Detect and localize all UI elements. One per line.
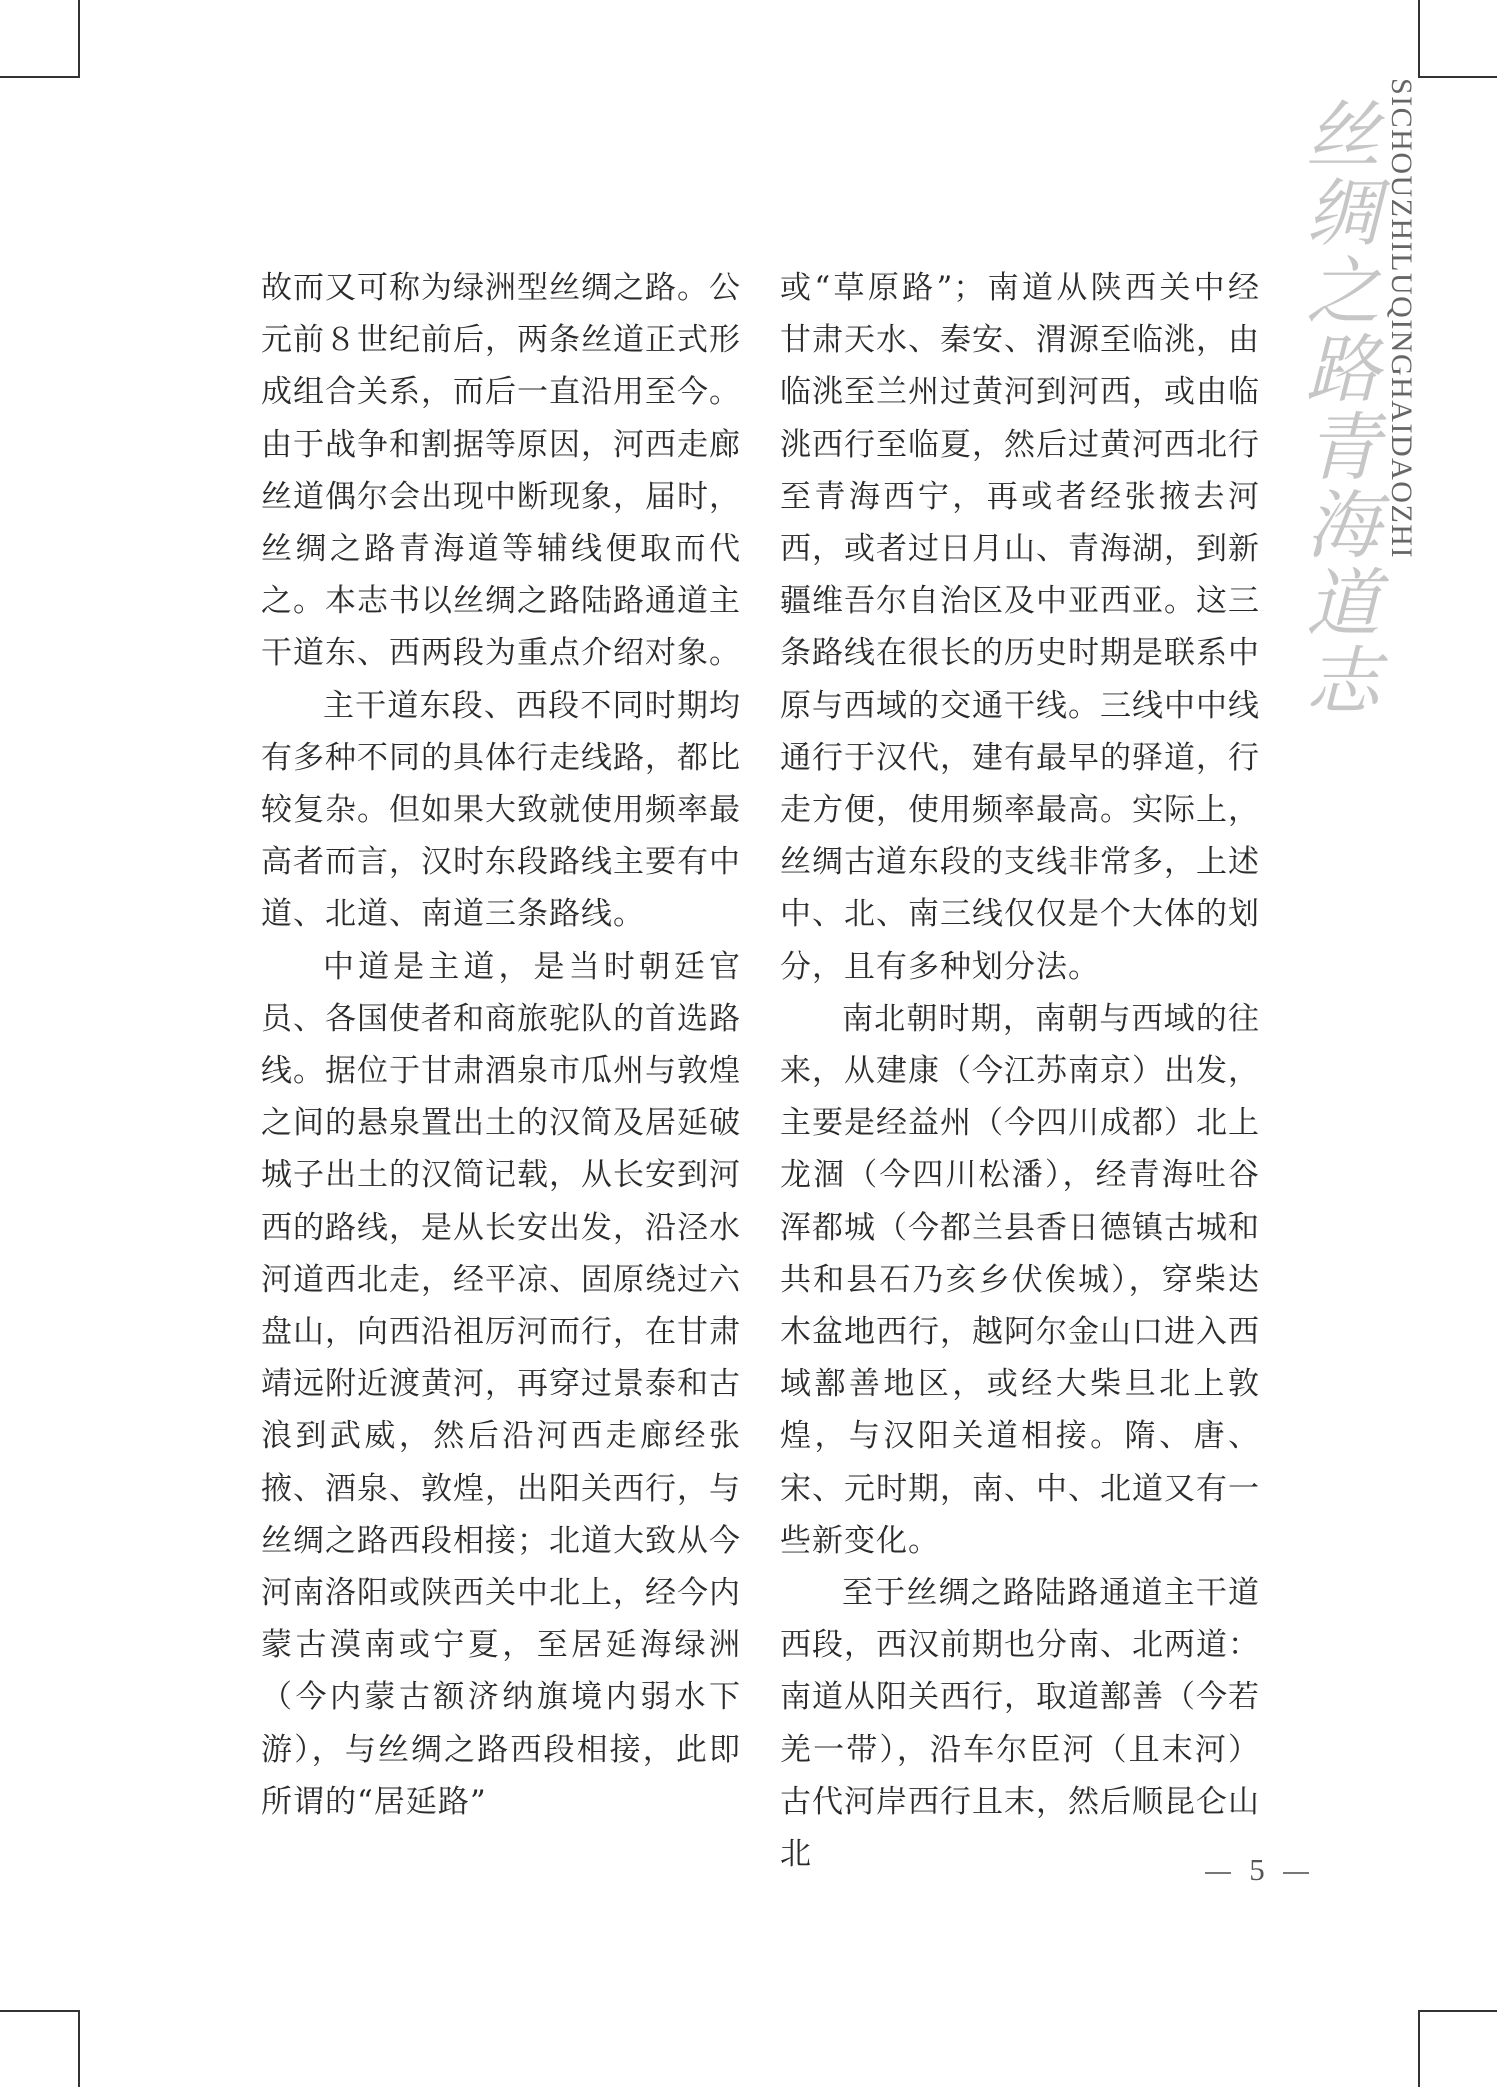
crop-mark-top-left-h (0, 76, 80, 78)
paragraph: 中道是主道，是当时朝廷官员、各国使者和商旅驼队的首选路线。据位于甘肃酒泉市瓜州与敦煌之间的悬泉置出土的汉简及居延破城子出土的汉简记载，从长安到河西的路线，是从长安出发，沿泾水河道西北走，经平凉、固原绕过六盘山，向西沿祖厉河而行，在甘肃靖远附近渡黄河，再穿过景泰和古浪到武威，然后沿河西走廊经张掖、酒泉、敦煌，出阳关西行，与丝绸之路西段相接；北道大致从今河南洛阳或陕西关中北上，经今内蒙古漠南或宁夏，至居延海绿洲（今内蒙古额济纳旗境内弱水下游），与丝绸之路西段相接，此即所谓的“居延路” (261, 948, 741, 1820)
paragraph: 或“草原路”；南道从陕西关中经甘肃天水、秦安、渭源至临洮，由临洮至兰州过黄河到河西，或由临洮西行至临夏，然后过黄河西北行至青海西宁，再或者经张掖去河西，或者过日月山、青海湖，到新疆维吾尔自治区及中亚西亚。这三条路线在很长的历史时期是联系中原与西域的交通干线。三线中中线通行于汉代，建有最早的驿道，行走方便，使用频率最高。实际上，丝绸古道东段的支线非常多，上述中、北、南三线仅仅是个大体的划分，且有多种划分法。 (780, 270, 1260, 985)
left-text-column (261, 262, 741, 1828)
crop-mark-top-left-v (78, 0, 80, 76)
paragraph: 故而又可称为绿洲型丝绸之路。公元前８世纪前后，两条丝道正式形成组合关系，而后一直沿用至今。由于战争和割据等原因，河西走廊丝道偶尔会出现中断现象，届时，丝绸之路青海道等辅线便取而代之。本志书以丝绸之路陆路通道主干道东、西两段为重点介绍对象。 (261, 270, 741, 672)
folio-dash-right (1283, 1872, 1309, 1874)
running-title: 丝绸之路青海道志 (1294, 96, 1380, 720)
crop-mark-bottom-left-v (78, 2010, 80, 2087)
crop-mark-bottom-right-v (1418, 2010, 1420, 2087)
crop-mark-top-right-v (1418, 0, 1420, 76)
page-number (1192, 1852, 1322, 1888)
page-number-value: 5 (1249, 1852, 1265, 1887)
crop-mark-bottom-left-h (0, 2010, 80, 2012)
running-title-pinyin: SICHOUZHILUQINGHAIDAOZHI (1385, 78, 1418, 559)
paragraph: 主干道东段、西段不同时期均有多种不同的具体行走线路，都比较复杂。但如果大致就使用频率最高者而言，汉时东段路线主要有中道、北道、南道三条路线。 (261, 687, 741, 933)
paragraph: 至于丝绸之路陆路通道主干道西段，西汉前期也分南、北两道：南道从阳关西行，取道鄯善（今若羌一带），沿车尔臣河（且末河）古代河岸西行且末，然后顺昆仑山北 (780, 1575, 1260, 1873)
crop-mark-top-right-h (1418, 76, 1497, 78)
right-text-column (780, 262, 1260, 1880)
paragraph: 南北朝时期，南朝与西域的往来，从建康（今江苏南京）出发，主要是经益州（今四川成都）北上龙涸（今四川松潘），经青海吐谷浑都城（今都兰县香日德镇古城和共和县石乃亥乡伏俟城），穿柴达木盆地西行，越阿尔金山口进入西域鄯善地区，或经大柴旦北上敦煌，与汉阳关道相接。隋、唐、宋、元时期，南、中、北道又有一些新变化。 (780, 1000, 1260, 1559)
folio-dash-left (1205, 1872, 1231, 1874)
crop-mark-bottom-right-h (1418, 2010, 1497, 2012)
